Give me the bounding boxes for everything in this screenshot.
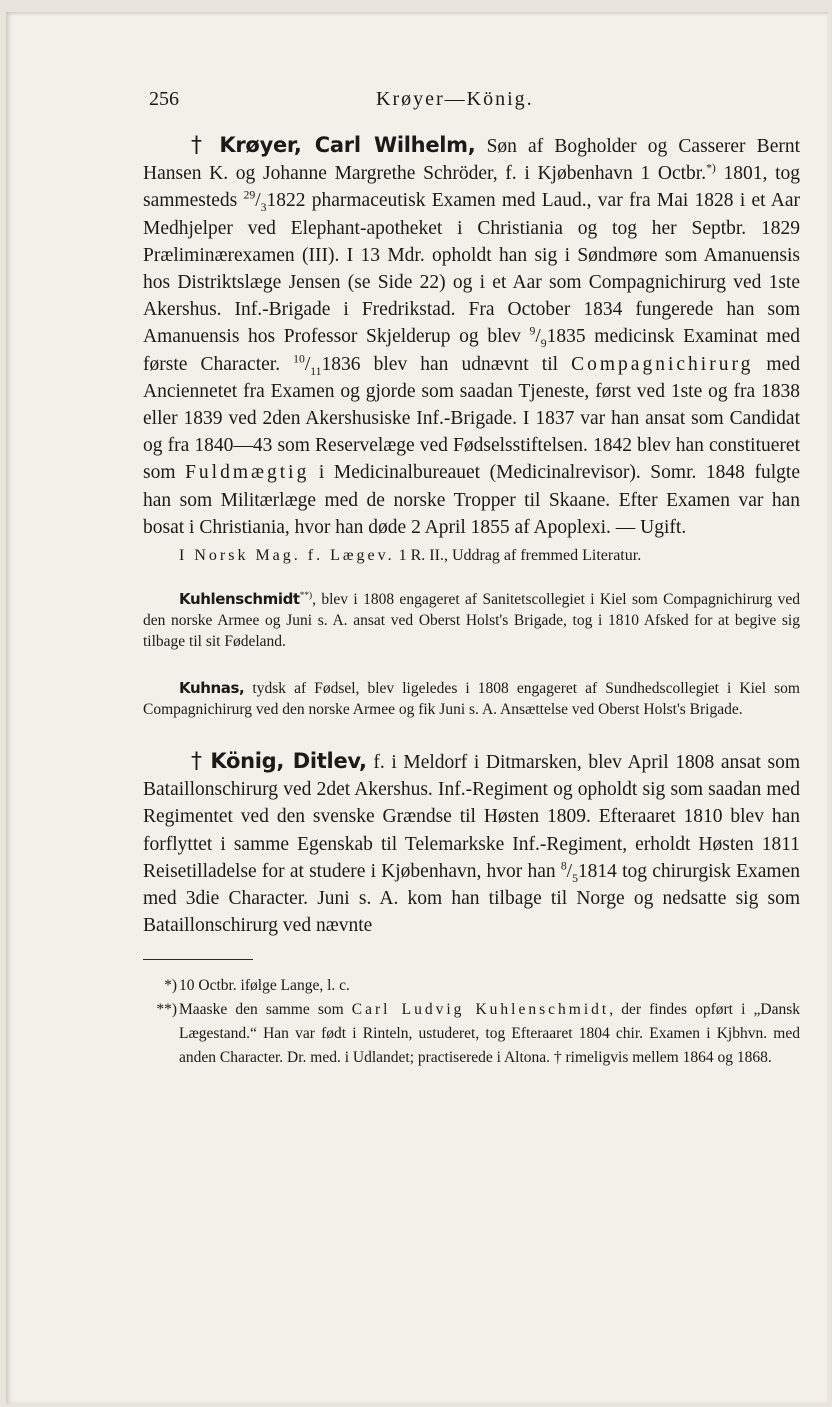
entry-text: i Medicinalbureauet (Medicinalrevisor). Somr. 1848 fulgte han som Militærlæge med de norske Tropper til Skaane. Efter Examen var han bosat i Christiania, hvor han døde 2 April 1855 af Apoplexi. — Ugift. xyxy=(143,462,800,538)
dagger-mark: † xyxy=(191,749,204,775)
footnote-text: Maaske den samme som xyxy=(179,1001,352,1019)
entry-text: 1801, tog sammesteds xyxy=(143,163,800,212)
book-page xyxy=(6,12,828,1404)
date-denominator: 9 xyxy=(540,337,547,351)
entry-heading: Kuhlenschmidt xyxy=(179,590,300,609)
date-denominator: 3 xyxy=(260,201,267,215)
date-slash: / xyxy=(304,353,311,375)
entry-text: tydsk af Fødsel, blev ligeledes i 1808 engageret af Sundhedscollegiet i Kiel som Compagnichirurg ved den norske Armee og fik Juni s. A. Ansættelse ved Oberst Holst's Brigade. xyxy=(143,680,800,719)
date-slash: / xyxy=(255,190,261,212)
footnote-ref: *) xyxy=(706,161,716,175)
footnote-1 xyxy=(143,974,800,998)
footnote-rule xyxy=(143,959,253,960)
date-numerator: 8 xyxy=(560,859,567,873)
date-denominator: 5 xyxy=(572,871,578,885)
footnote-mark: **) xyxy=(156,1001,177,1019)
entry-kuhnas xyxy=(143,678,800,720)
date-slash: / xyxy=(535,326,541,348)
entry-konig xyxy=(143,748,800,939)
page-number: 256 xyxy=(149,88,179,110)
entry-heading: Kuhnas, xyxy=(179,679,245,698)
entry-text: 1836 blev han udnævnt til xyxy=(321,353,572,375)
entry-text: Søn af Bogholder og Casserer Bernt Hansen K. og Johanne Margrethe Schröder, f. i Kjøbenhavn 1 Octbr. xyxy=(143,136,801,185)
date-numerator: 10 xyxy=(293,352,305,366)
date-numerator: 9 xyxy=(529,324,536,338)
spaced-name: Carl Ludvig Kuhlenschmidt xyxy=(351,1001,610,1019)
spaced-term: Compagnichirurg xyxy=(571,353,754,375)
running-head xyxy=(143,82,800,116)
footnote-2 xyxy=(143,998,800,1070)
entry-text: med Anciennetet fra Examen og gjorde som saadan Tjeneste, først ved 1ste og fra 1838 eller 1839 ved 2den Akershusiske Inf.-Brigade. I 1837 var han ansat som Candidat og fra 1840—43 som Reservelæge ved Fødselsstiftelsen. 1842 blev han constitueret som xyxy=(143,353,801,484)
footnote-text: 10 Octbr. ifølge Lange, l. c. xyxy=(179,977,350,995)
text-block xyxy=(143,82,800,1070)
entry-heading: König, Ditlev, xyxy=(210,749,367,774)
entry-text: , blev i 1808 engageret af Sanitetscollegiet i Kiel som Compagnichirurg ved den norske Armee og Juni s. A. ansat ved Oberst Holst's Brigade, tog i 1810 Afsked for at begive sig tilbage til sit Fødeland. xyxy=(143,591,800,651)
spaced-term: Fuldmægtig xyxy=(185,462,310,484)
date-denominator: 11 xyxy=(310,364,322,378)
entry-source xyxy=(143,545,800,567)
source-detail: 1 R. II., Uddrag af fremmed Literatur. xyxy=(394,547,642,565)
entry-text: 1822 pharmaceutisk Examen med Laud., var fra Mai 1828 i et Aar Medhjelper ved Elephant-apotheket i Christiania og tog her Septbr. 1829 Præliminærexamen (III). I 13 Mdr. opholdt han sig i Søndmøre som Amanuensis hos Distriktslæge Jensen (se Side 22) og i et Aar som Compagnichirurg ved 1ste Akershus. Inf.-Brigade i Fredrikstad. Fra October 1834 fungerede han som Amanuensis hos Professor Skjelderup og blev xyxy=(143,190,801,348)
entry-text: 1814 tog chirurgisk Examen med 3die Character. Juni s. A. kom han tilbage til Norge og nedsatte sig som Bataillonschirurg ved nævnte xyxy=(143,860,800,937)
entry-text: 1835 medicinsk Examinat med første Character. xyxy=(143,326,800,375)
entry-kroyer xyxy=(143,132,800,541)
entry-kuhlenschmidt xyxy=(143,589,800,652)
running-title: Krøyer—König. xyxy=(376,88,534,110)
entry-heading: Krøyer, Carl Wilhelm, xyxy=(219,133,476,157)
source-journal: I Norsk Mag. f. Lægev. xyxy=(179,547,395,565)
date-numerator: 29 xyxy=(243,188,256,202)
footnote-ref: **) xyxy=(299,590,313,601)
footnotes xyxy=(143,974,800,1070)
date-slash: / xyxy=(566,860,573,882)
footnote-text: , der findes opført i „Dansk Lægestand.“ Han var født i Rinteln, ustuderet, tog Efteraaret 1804 chir. Examen i Kjbhvn. med anden Character. Dr. med. i Udlandet; practiserede i Altona. † rimeligvis mellem 1864 og 1868. xyxy=(179,1001,801,1067)
entry-text: f. i Meldorf i Ditmarsken, blev April 1808 ansat som Bataillonschirurg ved 2det Akershus. Inf.-Regiment og opholdt sig som saadan med Regimentet ved den svenske Grændse til Høsten 1809. Efteraaret 1810 blev han forflyttet i samme Egenskab til Telemarkske Inf.-Regiment, erholdt Høsten 1811 Reisetilladelse for at studere i Kjøbenhavn, hvor han xyxy=(143,752,801,882)
footnote-mark: *) xyxy=(164,977,177,995)
dagger-mark: † xyxy=(191,133,209,158)
